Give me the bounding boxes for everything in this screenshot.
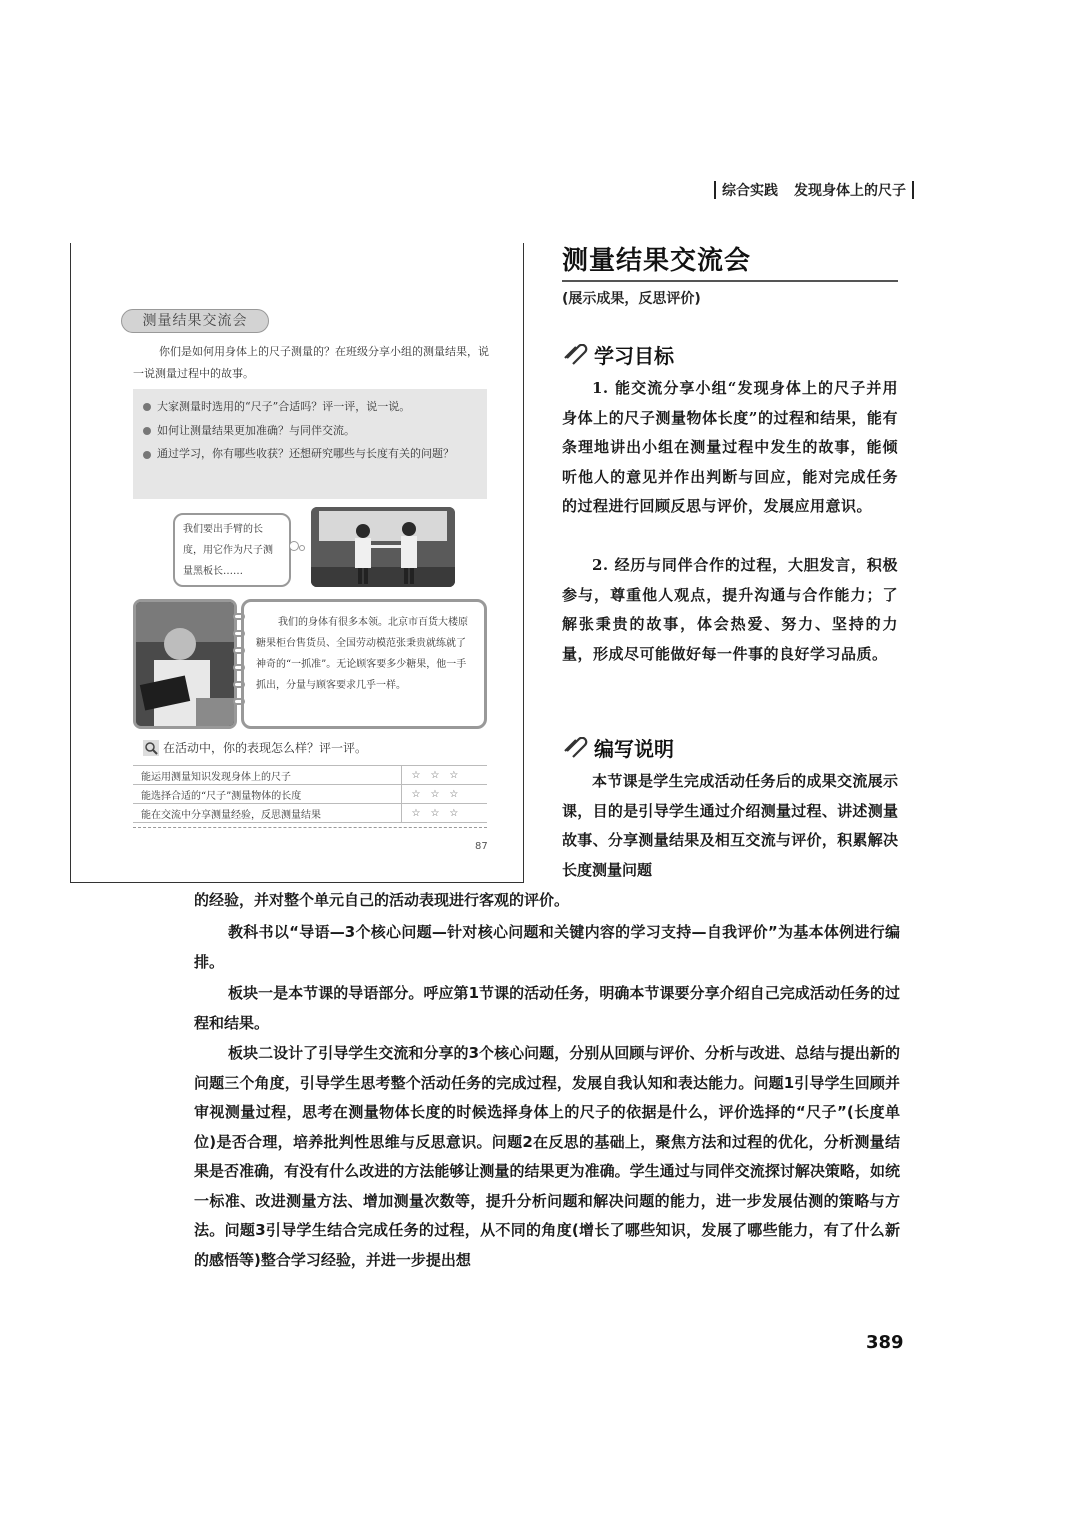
header-chapter: 发现身体上的尺子 xyxy=(794,183,906,199)
page-number: 389 xyxy=(866,1332,904,1353)
description-paragraph: 本节课是学生完成活动任务后的成果交流展示课，目的是引导学生通过介绍测量过程、讲述测量故事、分享测量结果及相互交流与评价，积累解决长度测量问题 xyxy=(562,772,898,879)
eval-criterion: 能选择合适的“尺子”测量物体的长度 xyxy=(133,785,401,804)
textbook-section-tag: 测量结果交流会 xyxy=(121,309,269,333)
bullet-icon xyxy=(143,403,151,411)
running-header xyxy=(688,178,940,202)
description-heading-text: 编写说明 xyxy=(594,737,674,761)
textbook-page-number: 87 xyxy=(475,841,488,852)
eval-criterion: 能运用测量知识发现身体上的尺子 xyxy=(133,766,401,785)
star-rating: ☆☆☆ xyxy=(401,804,487,823)
evaluation-table xyxy=(133,765,487,823)
divider xyxy=(133,827,487,828)
body-paragraph: 板块一是本节课的导语部分。呼应第1节课的活动任务，明确本节课要分享介绍自己完成活动任务的过程和结果。 xyxy=(194,984,900,1032)
body-paragraph: 板块二设计了引导学生交流和分享的3个核心问题，分别从回顾与评价、分析与改进、总结与提出新的问题三个角度，引导学生思考整个活动任务的完成过程，发展自我认知和表达能力。问题1引导学生回顾并审视测量过程，思考在测量物体长度的时候选择身体上的尺子的依据是什么，评价选择的“尺子”(长度单位)是否合理，培养批判性思维与反思意识。问题2在反思的基础上，聚焦方法和过程的优化，分析测量结果是否准确，有没有什么改进的方法能够让测量的结果更为准确。学生通过与同伴交流探讨解决策略，如统一标准、改进测量方法、增加测量次数等，提升分析问题和解决问题的能力，进一步发展估测的策略与方法。问题3引导学生结合完成任务的过程，从不同的角度(增长了哪些知识，发展了哪些能力，有了什么新的感悟等)整合学习经验，并进一步提出想 xyxy=(194,1044,900,1269)
students-measuring-photo xyxy=(311,507,455,587)
question-text: 通过学习，你有哪些收获？还想研究哪些与长度有关的问题？ xyxy=(157,447,454,460)
speech-bubble: 我们要出手臂的长度，用它作为尺子测量黑板长…… xyxy=(173,513,291,587)
table-row xyxy=(133,766,487,785)
paperclip-icon xyxy=(562,737,590,759)
thought-dot xyxy=(289,541,299,551)
table-row xyxy=(133,785,487,804)
body-paragraph: 的经验，并对整个单元自己的活动表现进行客观的评价。 xyxy=(194,891,570,909)
goals-heading xyxy=(562,340,674,369)
star-rating: ☆☆☆ xyxy=(401,766,487,785)
story-box: 我们的身体有很多本领。北京市百货大楼原糖果柜台售货员、全国劳动模范张秉贵就练就了神奇的“一抓准”。无论顾客要多少糖果，他一手抓出，分量与顾客要求几乎一样。 xyxy=(241,599,487,729)
header-bar-left xyxy=(714,181,716,199)
evaluation-title xyxy=(143,739,367,756)
section-title: 测量结果交流会 xyxy=(562,246,752,276)
header-section: 综合实践 xyxy=(722,183,778,199)
textbook-page-image xyxy=(70,243,524,883)
textbook-intro: 你们是如何用身体上的尺子测量的？在班级分享小组的测量结果，说一说测量过程中的故事。 xyxy=(133,345,489,380)
textbook-question-box xyxy=(133,389,487,499)
body-paragraph: 教科书以“导语—3个核心问题—针对核心问题和关键内容的学习支持—自我评价”为基本体例进行编排。 xyxy=(194,923,900,971)
paperclip-icon xyxy=(562,344,590,366)
eval-criterion: 能在交流中分享测量经验，反思测量结果 xyxy=(133,804,401,823)
table-row xyxy=(133,804,487,823)
header-bar-right xyxy=(912,181,914,199)
evaluation-title-text: 在活动中，你的表现怎么样？评一评。 xyxy=(163,741,368,755)
description-heading xyxy=(562,733,674,762)
textbook-question xyxy=(143,443,479,465)
question-text: 大家测量时选用的“尺子”合适吗？评一评，说一说。 xyxy=(157,400,411,413)
thought-dot xyxy=(299,545,305,551)
star-rating: ☆☆☆ xyxy=(401,785,487,804)
salesman-photo xyxy=(133,599,237,729)
section-subtitle: (展示成果，反思评价) xyxy=(562,291,701,307)
bullet-icon xyxy=(143,451,151,459)
magnifier-icon xyxy=(143,740,159,756)
goals-heading-text: 学习目标 xyxy=(594,344,674,368)
bullet-icon xyxy=(143,427,151,435)
textbook-question xyxy=(143,419,479,443)
goal-paragraph: 2. 经历与同伴合作的过程，大胆发言，积极参与，尊重他人观点，提升沟通与合作能力；了解张秉贵的故事，体会热爱、努力、坚持的力量，形成尽可能做好每一件事的良好学习品质。 xyxy=(562,556,898,663)
question-text: 如何让测量结果更加准确？与同伴交流。 xyxy=(157,424,355,437)
title-underline xyxy=(562,280,898,282)
goal-paragraph: 1. 能交流分享小组“发现身体上的尺子并用身体上的尺子测量物体长度”的过程和结果，能有条理地讲出小组在测量过程中发生的故事，能倾听他人的意见并作出判断与回应，能对完成任务的过程进行回顾反思与评价，发展应用意识。 xyxy=(562,379,898,515)
textbook-question xyxy=(143,395,479,419)
